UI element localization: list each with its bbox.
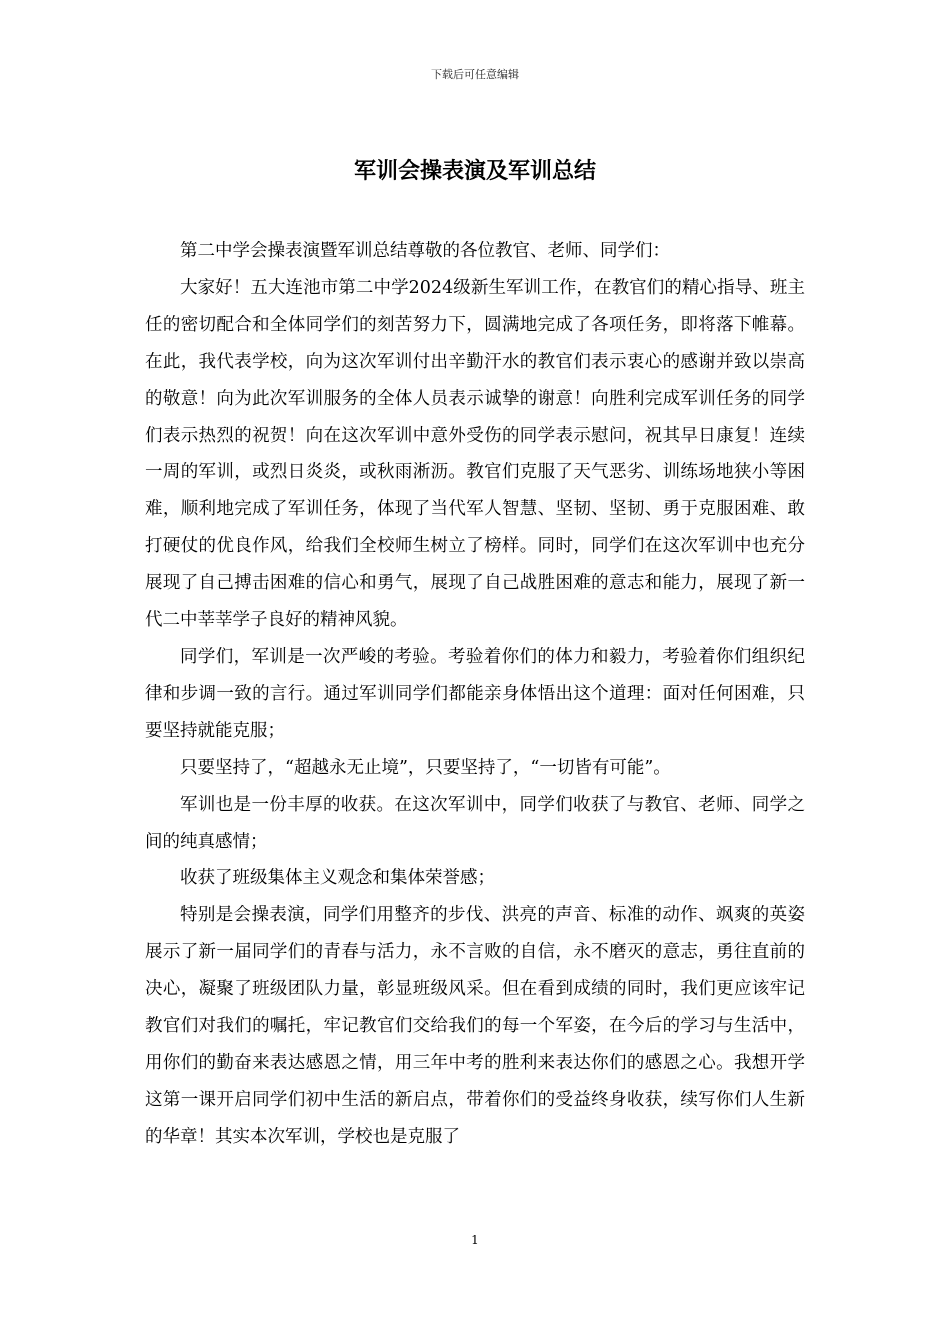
page-number: 1 — [471, 1233, 479, 1247]
header-note: 下载后可任意编辑 — [431, 68, 519, 81]
body-paragraph: 只要坚持了，“超越永无止境”，只要坚持了，“一切皆有可能”。 — [180, 757, 671, 778]
body-paragraph: 军训也是一份丰厚的收获。在这次军训中，同学们收获了与教官、老师、同学之间的纯真感情； — [145, 794, 805, 852]
body-paragraph: 收获了班级集体主义观念和集体荣誉感； — [180, 868, 495, 889]
body-paragraph: 同学们，军训是一次严峻的考验。考验着你们的体力和毅力，考验着你们组织纪律和步调一致的言行。通过军训同学们都能亲身体悟出这个道理：面对任何困难，只要坚持就能克服； — [145, 646, 805, 741]
body-paragraph: 大家好！五大连池市第二中学2024级新生军训工作，在教官们的精心指导、班主任的密切配合和全体同学们的刻苦努力下，圆满地完成了各项任务，即将落下帷幕。在此，我代表学校，向为这次军训付出辛勤汗水的教官们表示衷心的感谢并致以崇高的敬意！向为此次军训服务的全体人员表示诚挚的谢意！向胜利完成军训任务的同学们表示热烈的祝贺！向在这次军训中意外受伤的同学表示慰问，祝其早日康复！连续一周的军训，或烈日炎炎，或秋雨淅沥。教官们克服了天气恶劣、训练场地狭小等困难，顺利地完成了军训任务，体现了当代军人智慧、坚韧、坚韧、勇于克服困难、敢打硬仗的优良作风，给我们全校师生树立了榜样。同时，同学们在这次军训中也充分展现了自己搏击困难的信心和勇气，展现了自己战胜困难的意志和能力，展现了新一代二中莘莘学子良好的精神风貌。 — [145, 277, 805, 631]
document-body — [145, 233, 805, 1156]
body-paragraph: 特别是会操表演，同学们用整齐的步伐、洪亮的声音、标准的动作、飒爽的英姿展示了新一届同学们的青春与活力，永不言败的自信，永不磨灭的意志，勇往直前的决心，凝聚了班级团队力量，彰显班级风采。但在看到成绩的同时，我们更应该牢记教官们对我们的嘱托，牢记教官们交给我们的每一个军姿，在今后的学习与生活中，用你们的勤奋来表达感恩之情，用三年中考的胜利来表达你们的感恩之心。我想开学这第一课开启同学们初中生活的新启点，带着你们的受益终身收获，续写你们人生新的华章！其实本次军训，学校也是克服了 — [145, 905, 805, 1147]
document-title: 军训会操表演及军训总结 — [353, 158, 596, 184]
body-paragraph: 第二中学会操表演暨军训总结尊敬的各位教官、老师、同学们： — [180, 241, 670, 261]
